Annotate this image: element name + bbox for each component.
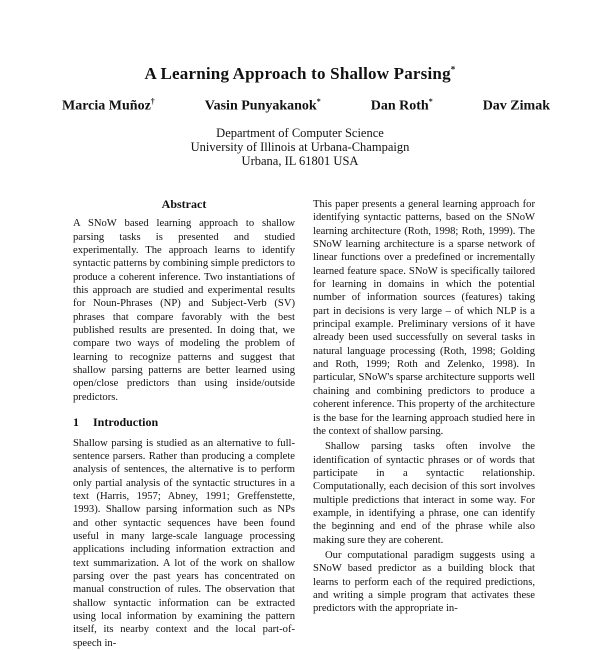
- introduction-text: Shallow parsing is studied as an alternative to full-sentence parsers. Rather than producing a complete analysis of sentences, the alternative is to perform only partial analysis of the syntactic structures in a text (Harris, 1957; Abney, 1991; Greffenstette, 1993). Shallow parsing information such as NPs and other syntactic sequences have been found useful in many large-scale language processing applications including information extraction and text summarization. A lot of the work on shallow parsing over the past years has concentrated on manual construction of rules. The observation that shallow syntactic information can be extracted using local information by examining the pattern itself, its nearby context and the local part-of-speech in-: [73, 437, 295, 650]
- section-heading: [73, 416, 295, 429]
- abstract-text: A SNoW based learning approach to shallow parsing tasks is presented and studied experimentally. The approach learns to identify syntactic patterns by combining simple predictors to produce a coherent inference. Two instantiations of this approach are studied and experimental results for Noun-Phrases (NP) and Subject-Verb (SV) phrases that compare favorably with the best published results are presented. In doing that, we compare two ways of modeling the problem of learning to recognize patterns and suggest that shallow parsing patterns are better learned using open/close predictors than using inside/outside predictors.: [73, 217, 295, 404]
- author-name: Dav Zimak: [483, 99, 550, 114]
- body-paragraph: This paper presents a general learning approach for identifying syntactic patterns, based on the SNoW learning architecture (Roth, 1998; Roth, 1999). The SNoW learning architecture is a sparse network of linear functions over a predefined or incrementally learned feature space. SNoW is specifically tailored for learning in domains in which the potential number of information sources (features) taking part in decisions is very large – of which NLP is a principal example. Preliminary versions of it have already been used successfully on several tasks in natural language processing (Roth, 1998; Golding and Roth, 1999; Roth and Zelenko, 1998). In particular, SNoW's sparse architecture supports well chaining and combining predictors to produce a coherent inference. This property of the architecture is the base for the learning approach studied here in the context of shallow parsing.: [313, 198, 535, 438]
- author: [483, 97, 550, 115]
- affiliation-university: University of Illinois at Urbana-Champaign: [0, 140, 600, 154]
- paper-title: [0, 64, 600, 84]
- abstract-heading: Abstract: [73, 198, 295, 211]
- affiliation: [0, 126, 600, 168]
- body-paragraph: Shallow parsing tasks often involve the identification of syntactic phrases or of words that participate in a syntactic relationship. Computationally, each decision of this sort involves multiple predictions that interact in some way. For example, in identifying a phrase, one can identify the beginning and end of the phrase while also making sure they are coherent.: [313, 440, 535, 547]
- author: [205, 97, 321, 115]
- author-mark: *: [429, 97, 433, 106]
- author: [62, 97, 155, 115]
- left-column: [73, 198, 295, 650]
- right-column: [313, 198, 535, 616]
- author: [371, 97, 433, 115]
- section-title: Introduction: [93, 415, 158, 429]
- title-footnote-mark: *: [451, 64, 456, 74]
- author-name: Dan Roth: [371, 99, 429, 114]
- section-number: 1: [73, 416, 93, 429]
- title-text: A Learning Approach to Shallow Parsing: [145, 64, 451, 83]
- body-paragraph: Our computational paradigm suggests using a SNoW based predictor as a building block that learns to perform each of the required predictions, and writing a simple program that activates these predictors with the appropriate in-: [313, 549, 535, 616]
- affiliation-department: Department of Computer Science: [0, 126, 600, 140]
- affiliation-address: Urbana, IL 61801 USA: [0, 154, 600, 168]
- author-mark: †: [151, 97, 155, 106]
- author-mark: *: [317, 97, 321, 106]
- author-name: Vasin Punyakanok: [205, 99, 317, 114]
- author-name: Marcia Muñoz: [62, 99, 151, 114]
- author-list: [62, 97, 550, 115]
